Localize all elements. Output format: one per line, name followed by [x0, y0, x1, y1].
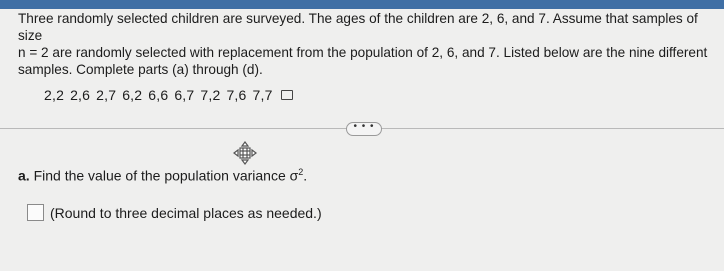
- sample-item: 2,6: [70, 87, 91, 103]
- samples-list: [44, 87, 293, 103]
- answer-row: [27, 204, 322, 221]
- expand-more-button[interactable]: • • •: [346, 122, 382, 136]
- top-header-strip: [0, 0, 724, 9]
- sample-item: 7,6: [226, 87, 247, 103]
- sample-item: 7,2: [200, 87, 221, 103]
- problem-line-1: Three randomly selected children are surveyed. The ages of the children are 2, 6, and 7. Assume that samples of size: [18, 11, 698, 43]
- sample-size-expression: n = 2: [18, 45, 49, 60]
- part-a-letter: a.: [18, 167, 30, 184]
- problem-line-2-text: are randomly selected with replacement from the population of 2, 6, and 7. Listed below are the nine different: [48, 45, 708, 60]
- sample-item: 6,7: [174, 87, 195, 103]
- part-a-end: .: [303, 167, 308, 184]
- sigma-superscript: 2: [298, 167, 304, 177]
- sigma-symbol: σ: [289, 167, 299, 184]
- problem-statement: [18, 10, 718, 78]
- sample-item: 2,2: [44, 87, 65, 103]
- rounding-hint: (Round to three decimal places as needed.): [50, 204, 322, 221]
- sample-item: 7,7: [252, 87, 273, 103]
- sample-item: 6,6: [148, 87, 169, 103]
- answer-input[interactable]: [27, 204, 44, 221]
- sample-item: 2,7: [96, 87, 117, 103]
- problem-line-2: [18, 44, 718, 61]
- problem-line-3: samples. Complete parts (a) through (d).: [18, 62, 263, 77]
- sample-item: 6,2: [122, 87, 143, 103]
- part-a-question: [18, 167, 307, 184]
- part-a-text: Find the value of the population variance: [29, 167, 290, 184]
- copy-icon[interactable]: [281, 90, 293, 100]
- move-icon[interactable]: [233, 141, 257, 165]
